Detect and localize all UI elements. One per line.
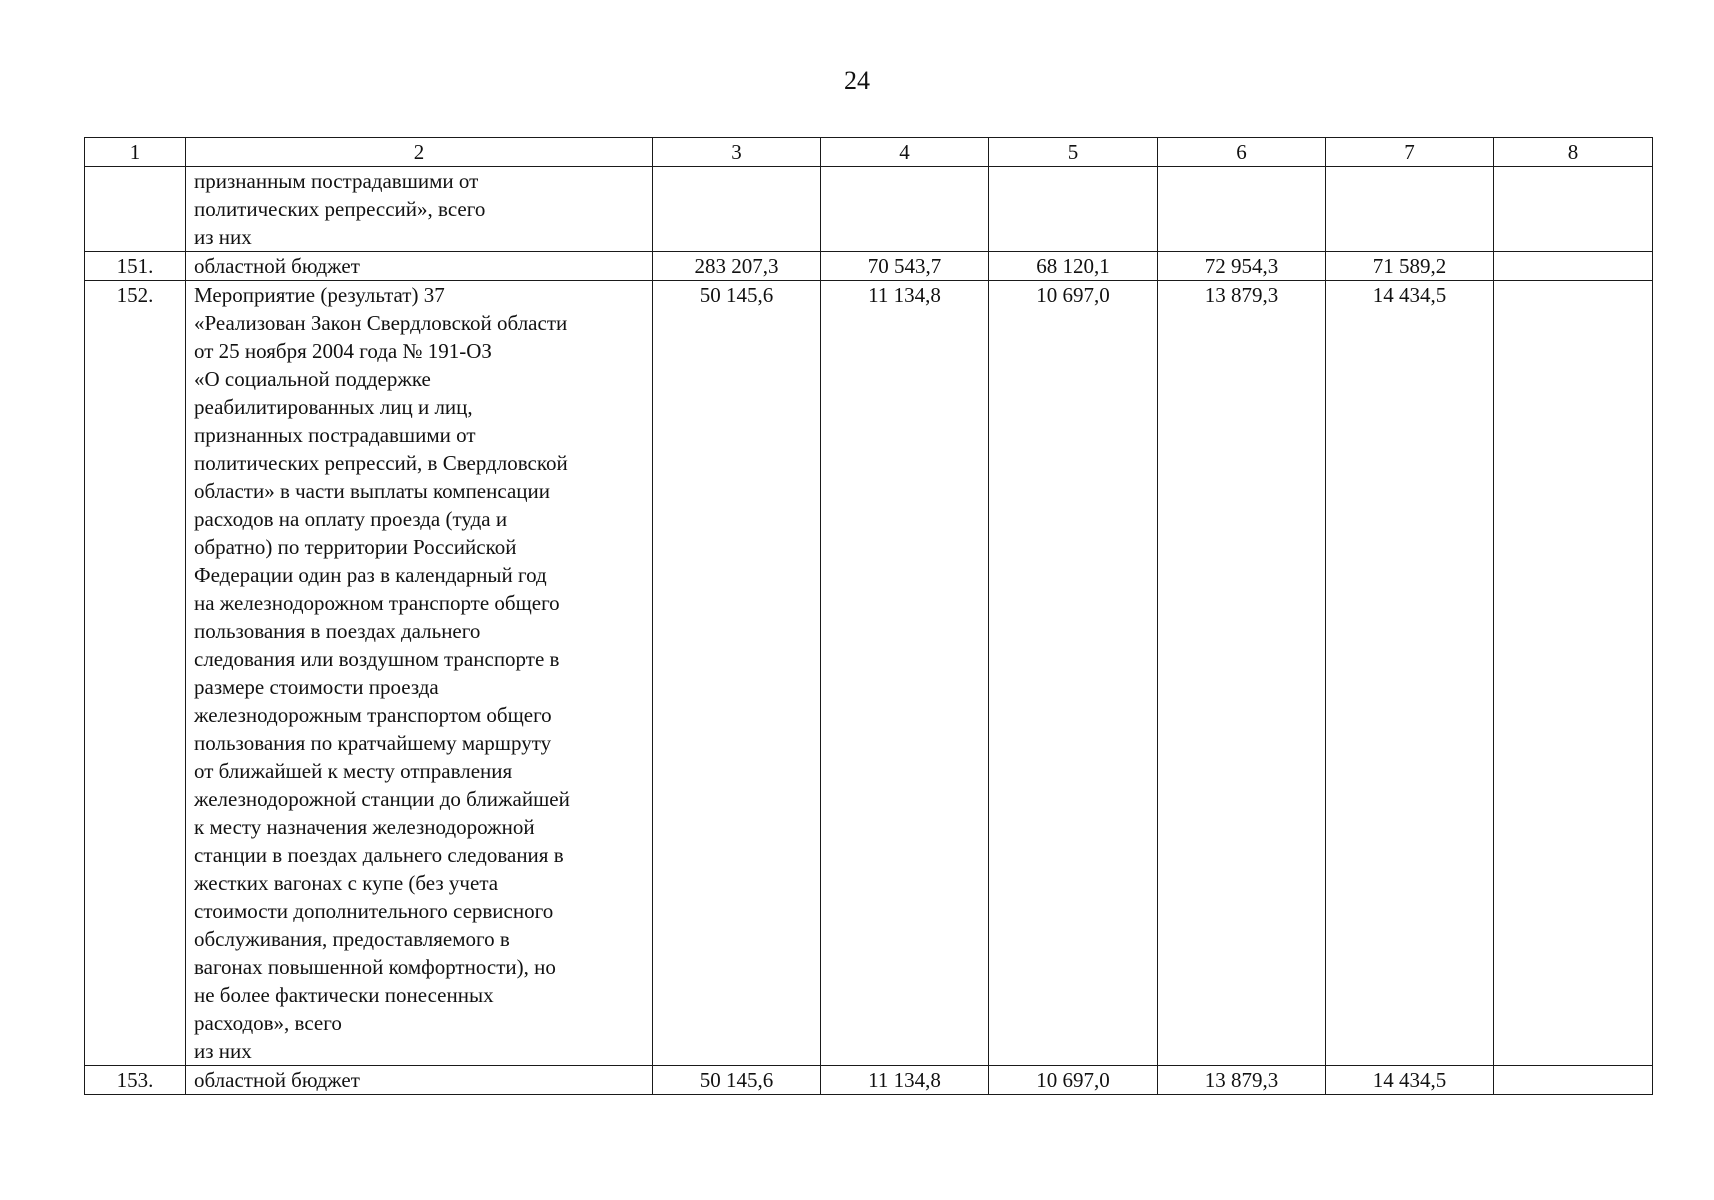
row-number [85, 167, 186, 252]
header-cell-6: 6 [1158, 138, 1326, 167]
header-cell-3: 3 [653, 138, 821, 167]
row-value-col6: 13 879,3 [1158, 281, 1326, 1066]
budget-table [84, 137, 1653, 1095]
row-number: 153. [85, 1066, 186, 1095]
row-value-col4 [821, 167, 989, 252]
row-value-col3: 50 145,6 [653, 1066, 821, 1095]
header-cell-8: 8 [1494, 138, 1653, 167]
table-row [85, 252, 1653, 281]
row-value-col7: 14 434,5 [1326, 281, 1494, 1066]
header-cell-4: 4 [821, 138, 989, 167]
row-value-col8 [1494, 1066, 1653, 1095]
row-value-col3 [653, 167, 821, 252]
row-value-col5: 10 697,0 [989, 1066, 1158, 1095]
header-cell-2: 2 [186, 138, 653, 167]
row-value-col3: 283 207,3 [653, 252, 821, 281]
row-number: 151. [85, 252, 186, 281]
row-value-col4: 70 543,7 [821, 252, 989, 281]
row-description: Мероприятие (результат) 37 «Реализован Закон Свердловской области от 25 ноября 2004 года № 191-ОЗ «О социальной поддержке реабилитированных лиц и лиц, признанных пострадавшими от политических репрессий, в Свердловской области» в части выплаты компенсации расходов на оплату проезда (туда и обратно) по территории Российской Федерации один раз в календарный год на железнодорожном транспорте общего пользования в поездах дальнего следования или воздушном транспорте в размере стоимости проезда железнодорожным транспортом общего пользования по кратчайшему маршруту от ближайшей к месту отправления железнодорожной станции до ближайшей к месту назначения железнодорожной станции в поездах дальнего следования в жестких вагонах с купе (без учета стоимости дополнительного сервисного обслуживания, предоставляемого в вагонах повышенной комфортности), но не более фактически понесенных расходов», всего из них [186, 281, 653, 1066]
row-number: 152. [85, 281, 186, 1066]
row-value-col8 [1494, 167, 1653, 252]
row-value-col7: 14 434,5 [1326, 1066, 1494, 1095]
row-value-col5: 10 697,0 [989, 281, 1158, 1066]
row-value-col6: 13 879,3 [1158, 1066, 1326, 1095]
row-value-col4: 11 134,8 [821, 1066, 989, 1095]
row-value-col7: 71 589,2 [1326, 252, 1494, 281]
row-value-col6 [1158, 167, 1326, 252]
page-number: 24 [844, 66, 870, 95]
row-value-col6: 72 954,3 [1158, 252, 1326, 281]
row-value-col5: 68 120,1 [989, 252, 1158, 281]
row-value-col7 [1326, 167, 1494, 252]
table-row [85, 1066, 1653, 1095]
row-description: областной бюджет [186, 252, 653, 281]
header-cell-5: 5 [989, 138, 1158, 167]
row-description: областной бюджет [186, 1066, 653, 1095]
header-cell-1: 1 [85, 138, 186, 167]
row-value-col8 [1494, 252, 1653, 281]
row-description: признанным пострадавшими от политических репрессий», всего из них [186, 167, 653, 252]
row-value-col4: 11 134,8 [821, 281, 989, 1066]
table-row [85, 281, 1653, 1066]
table-header-row [85, 138, 1653, 167]
row-value-col3: 50 145,6 [653, 281, 821, 1066]
table-row [85, 167, 1653, 252]
row-value-col5 [989, 167, 1158, 252]
header-cell-7: 7 [1326, 138, 1494, 167]
row-value-col8 [1494, 281, 1653, 1066]
